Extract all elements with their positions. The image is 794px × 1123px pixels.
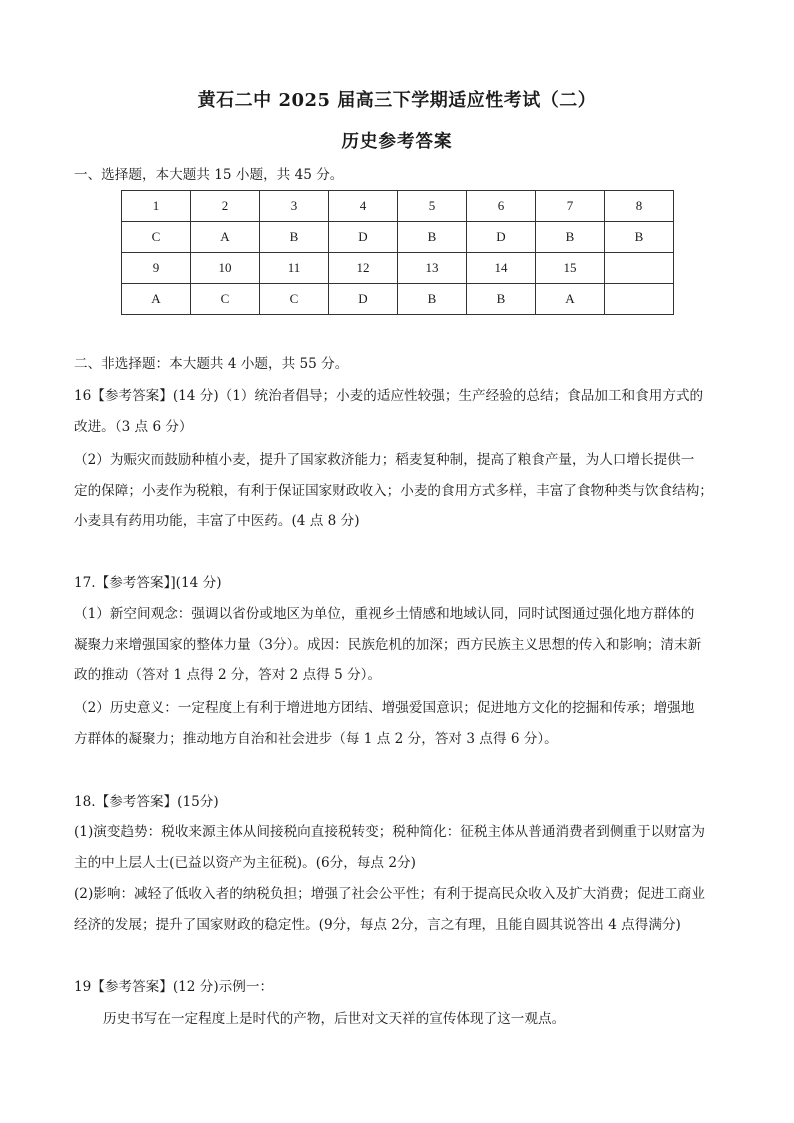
table-cell: 4 xyxy=(329,191,398,222)
table-cell: 7 xyxy=(536,191,605,222)
table-cell: 5 xyxy=(398,191,467,222)
table-cell: C xyxy=(260,284,329,315)
exam-title: 黄石二中 2025 届高三下学期适应性考试（二） xyxy=(197,90,597,111)
table-cell: B xyxy=(260,222,329,253)
q18-line: (2)影响：减轻了低收入者的纳税负担；增强了社会公平性；有利于提高民众收入及扩大消费；促进工商业 xyxy=(74,886,705,902)
table-cell: 15 xyxy=(536,253,605,284)
table-cell: B xyxy=(467,284,536,315)
table-cell xyxy=(605,284,674,315)
table-cell: 8 xyxy=(605,191,674,222)
table-cell: B xyxy=(605,222,674,253)
table-cell: 6 xyxy=(467,191,536,222)
table-cell: B xyxy=(398,284,467,315)
answer-table xyxy=(121,190,674,315)
table-cell: A xyxy=(122,284,191,315)
exam-subtitle: 历史参考答案 xyxy=(341,132,453,152)
q16-line: （2）为赈灾而鼓励种植小麦，提升了国家救济能力；稻麦复种制，提高了粮食产量，为人口增长提供一 xyxy=(74,452,695,468)
q17-line: （1）新空间观念：强调以省份或地区为单位，重视乡土情感和地域认同，同时试图通过强化地方群体的 xyxy=(74,606,695,622)
table-cell: 12 xyxy=(329,253,398,284)
table-cell: 2 xyxy=(191,191,260,222)
section1-heading: 一、选择题，本大题共 15 小题，共 45 分。 xyxy=(74,167,344,183)
q17-line: 方群体的凝聚力；推动地方自治和社会进步（每 1 点 2 分，答对 3 点得 6 分）。 xyxy=(74,731,558,747)
table-row xyxy=(122,222,674,253)
table-cell: 9 xyxy=(122,253,191,284)
q17-line: 政的推动（答对 1 点得 2 分，答对 2 点得 5 分）。 xyxy=(74,667,382,683)
table-cell: 14 xyxy=(467,253,536,284)
table-cell: 3 xyxy=(260,191,329,222)
table-cell: D xyxy=(329,222,398,253)
table-cell: B xyxy=(536,222,605,253)
table-row xyxy=(122,284,674,315)
q16-line: 16【参考答案】(14 分)（1）统治者倡导；小麦的适应性较强；生产经验的总结；食品加工和食用方式的 xyxy=(74,388,704,404)
q19-line: 19【参考答案】(12 分)示例一： xyxy=(74,979,274,995)
q17-line: 凝聚力来增强国家的整体力量（3分）。成因：民族危机的加深；西方民族主义思想的传入和影响；清末新 xyxy=(74,637,702,653)
section2-heading: 二、非选择题：本大题共 4 小题，共 55 分。 xyxy=(74,356,349,372)
q19-line: 历史书写在一定程度上是时代的产物，后世对文天祥的宣传体现了这一观点。 xyxy=(103,1011,566,1027)
q17-line: 17.【参考答案】](14 分) xyxy=(74,575,222,591)
q16-line: 改进。（3 点 6 分） xyxy=(74,419,193,435)
table-cell: 1 xyxy=(122,191,191,222)
table-cell: 11 xyxy=(260,253,329,284)
table-cell: 10 xyxy=(191,253,260,284)
table-row xyxy=(122,191,674,222)
q16-line: 定的保障；小麦作为税粮，有利于保证国家财政收入；小麦的食用方式多样，丰富了食物种类与饮食结构； xyxy=(74,483,713,499)
table-cell: D xyxy=(329,284,398,315)
table-cell: D xyxy=(467,222,536,253)
table-cell: C xyxy=(191,284,260,315)
table-cell: A xyxy=(536,284,605,315)
q16-line: 小麦具有药用功能，丰富了中医药。(4 点 8 分) xyxy=(74,513,360,529)
table-cell: B xyxy=(398,222,467,253)
q17-line: （2）历史意义：一定程度上有利于增进地方团结、增强爱国意识；促进地方文化的挖掘和传承；增强地 xyxy=(74,700,695,716)
table-cell: 13 xyxy=(398,253,467,284)
table-cell: A xyxy=(191,222,260,253)
q18-line: (1)演变趋势：税收来源主体从间接税向直接税转变；税种简化：征税主体从普通消费者到侧重于以财富为 xyxy=(74,824,705,840)
q18-line: 经济的发展；提升了国家财政的稳定性。(9分，每点 2分，言之有理，且能自圆其说答出 4 点得满分) xyxy=(74,917,681,933)
table-cell xyxy=(605,253,674,284)
q18-line: 主的中上层人士(已益以资产为主征税)。(6分，每点 2分) xyxy=(74,855,416,871)
table-cell: C xyxy=(122,222,191,253)
table-row xyxy=(122,253,674,284)
q18-line: 18.【参考答案】(15分) xyxy=(74,794,219,810)
